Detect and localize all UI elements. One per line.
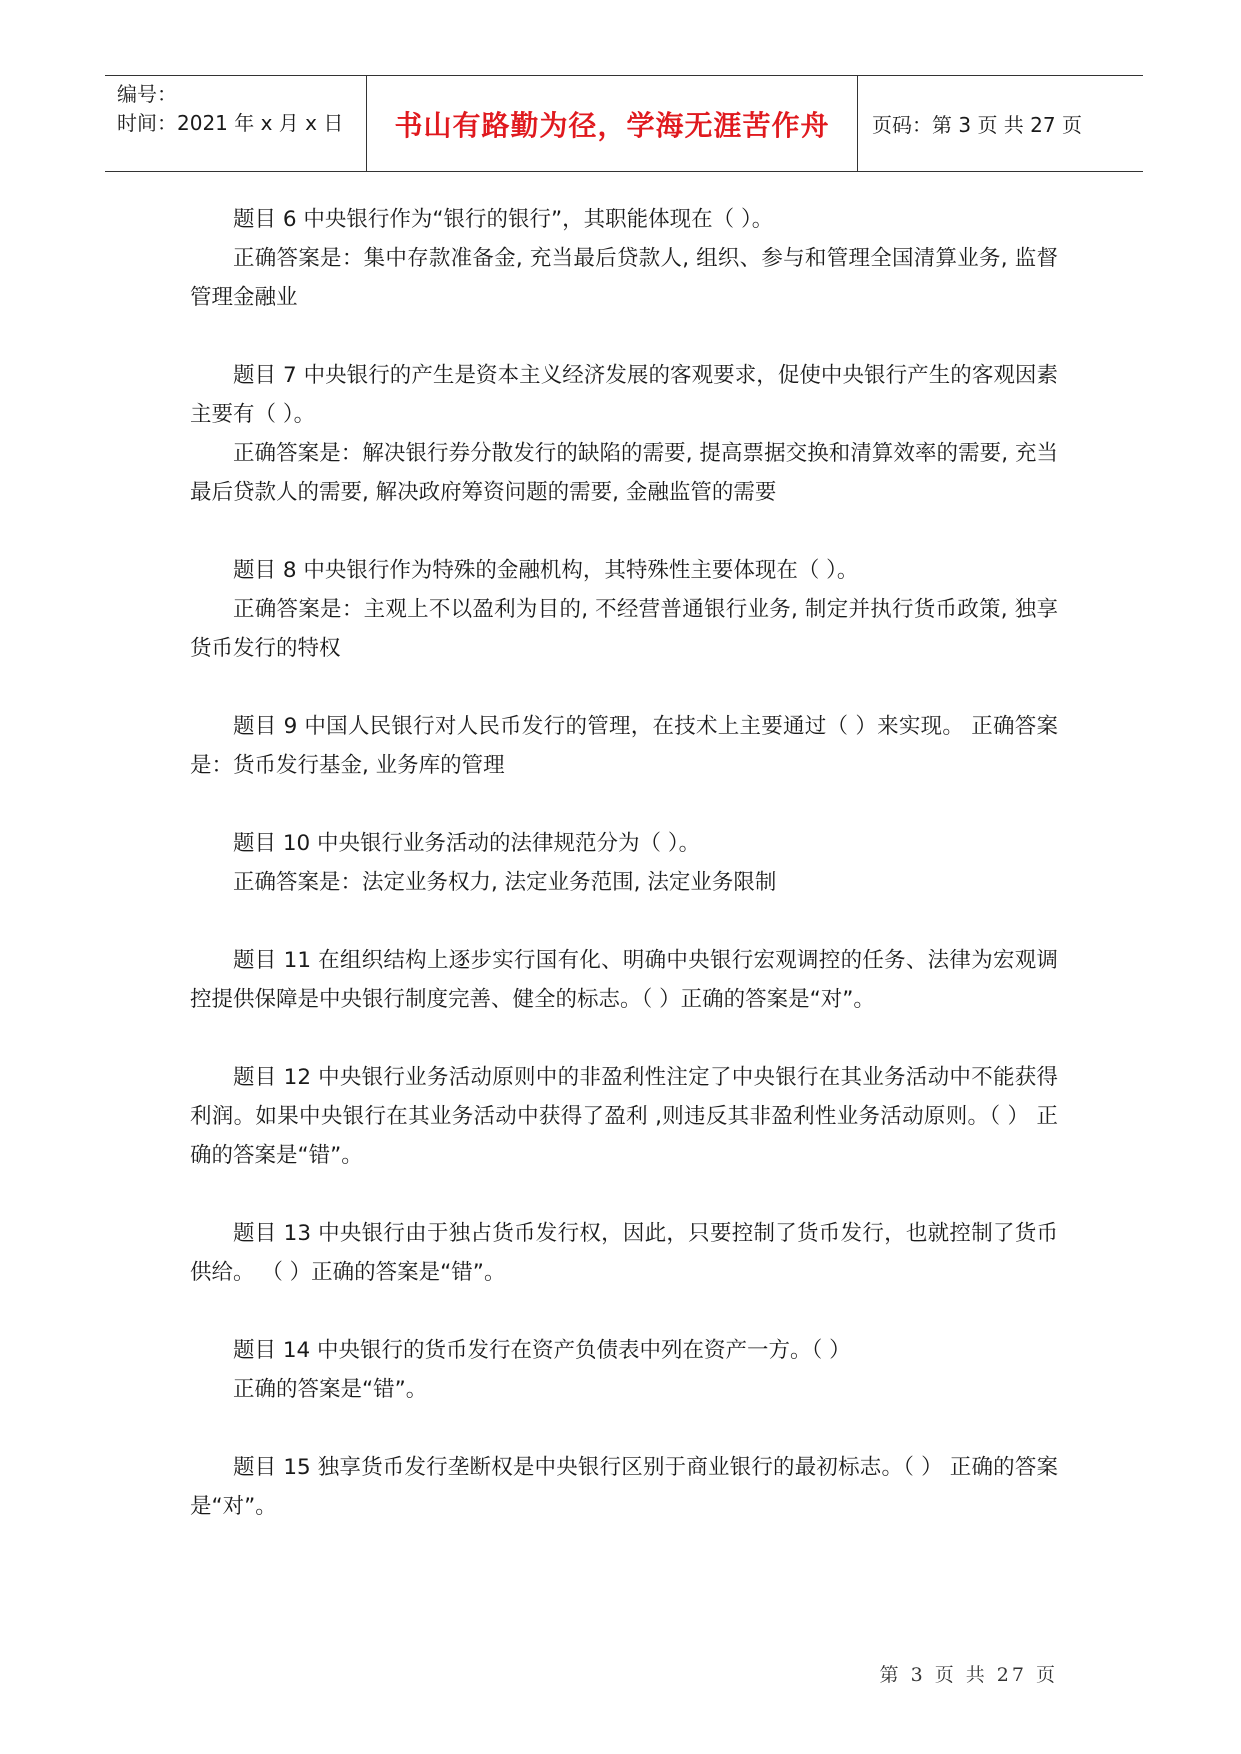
question-text: 题目 11 在组织结构上逐步实行国有化、明确中央银行宏观调控的任务、法律为宏观调控提供保障是中央银行制度完善、健全的标志。（ ）正确的答案是“对”。 bbox=[190, 948, 1058, 1012]
question-block bbox=[190, 1214, 1058, 1292]
answer-text: 正确答案是：集中存款准备金, 充当最后贷款人, 组织、参与和管理全国清算业务, 监督管理金融业 bbox=[190, 246, 1058, 310]
question-block bbox=[190, 824, 1058, 902]
document-date-label: 时间：2021 年 x 月 x 日 bbox=[117, 111, 344, 135]
question-text: 题目 14 中央银行的货币发行在资产负债表中列在资产一方。（ ） bbox=[233, 1338, 851, 1363]
question-block bbox=[190, 1448, 1058, 1526]
document-body bbox=[190, 200, 1058, 1565]
answer-text: 正确的答案是“错”。 bbox=[233, 1377, 428, 1402]
question-text: 题目 13 中央银行由于独占货币发行权，因此，只要控制了货币发行，也就控制了货币供给。 （ ）正确的答案是“错”。 bbox=[190, 1221, 1058, 1285]
question-block bbox=[190, 707, 1058, 785]
header-page-info: 页码：第 3 页 共 27 页 bbox=[872, 113, 1082, 137]
question-text: 题目 9 中国人民银行对人民币发行的管理，在技术上主要通过（ ）来实现。 正确答案是：货币发行基金, 业务库的管理 bbox=[190, 714, 1058, 778]
page-footer: 第 3 页 共 27 页 bbox=[879, 1664, 1058, 1686]
question-text: 题目 10 中央银行业务活动的法律规范分为（ ）。 bbox=[233, 831, 701, 856]
answer-text: 正确答案是：解决银行券分散发行的缺陷的需要, 提高票据交换和清算效率的需要, 充当最后贷款人的需要, 解决政府筹资问题的需要, 金融监管的需要 bbox=[190, 441, 1058, 505]
header-motto: 书山有路勤为径，学海无涯苦作舟 bbox=[367, 76, 858, 171]
question-block bbox=[190, 1058, 1058, 1175]
question-block bbox=[190, 941, 1058, 1019]
answer-text: 正确答案是：法定业务权力, 法定业务范围, 法定业务限制 bbox=[233, 870, 777, 895]
question-text: 题目 15 独享货币发行垄断权是中央银行区别于商业银行的最初标志。（ ） 正确的答案是“对”。 bbox=[190, 1455, 1058, 1519]
question-block bbox=[190, 356, 1058, 512]
question-text: 题目 12 中央银行业务活动原则中的非盈利性注定了中央银行在其业务活动中不能获得利润。如果中央银行在其业务活动中获得了盈利 ,则违反其非盈利性业务活动原则。（ ） 正确的答案是“错”。 bbox=[190, 1065, 1058, 1168]
answer-text: 正确答案是：主观上不以盈利为目的, 不经营普通银行业务, 制定并执行货币政策, 独享货币发行的特权 bbox=[190, 597, 1058, 661]
question-text: 题目 8 中央银行作为特殊的金融机构，其特殊性主要体现在（ ）。 bbox=[233, 558, 859, 583]
page-header bbox=[105, 75, 1143, 172]
question-block bbox=[190, 551, 1058, 668]
header-meta bbox=[105, 76, 367, 171]
question-block bbox=[190, 200, 1058, 317]
document-number-label: 编号： bbox=[117, 82, 177, 106]
question-block bbox=[190, 1331, 1058, 1409]
question-text: 题目 7 中央银行的产生是资本主义经济发展的客观要求，促使中央银行产生的客观因素主要有（ ）。 bbox=[190, 363, 1058, 427]
question-text: 题目 6 中央银行作为“银行的银行”，其职能体现在（ ）。 bbox=[233, 207, 774, 232]
